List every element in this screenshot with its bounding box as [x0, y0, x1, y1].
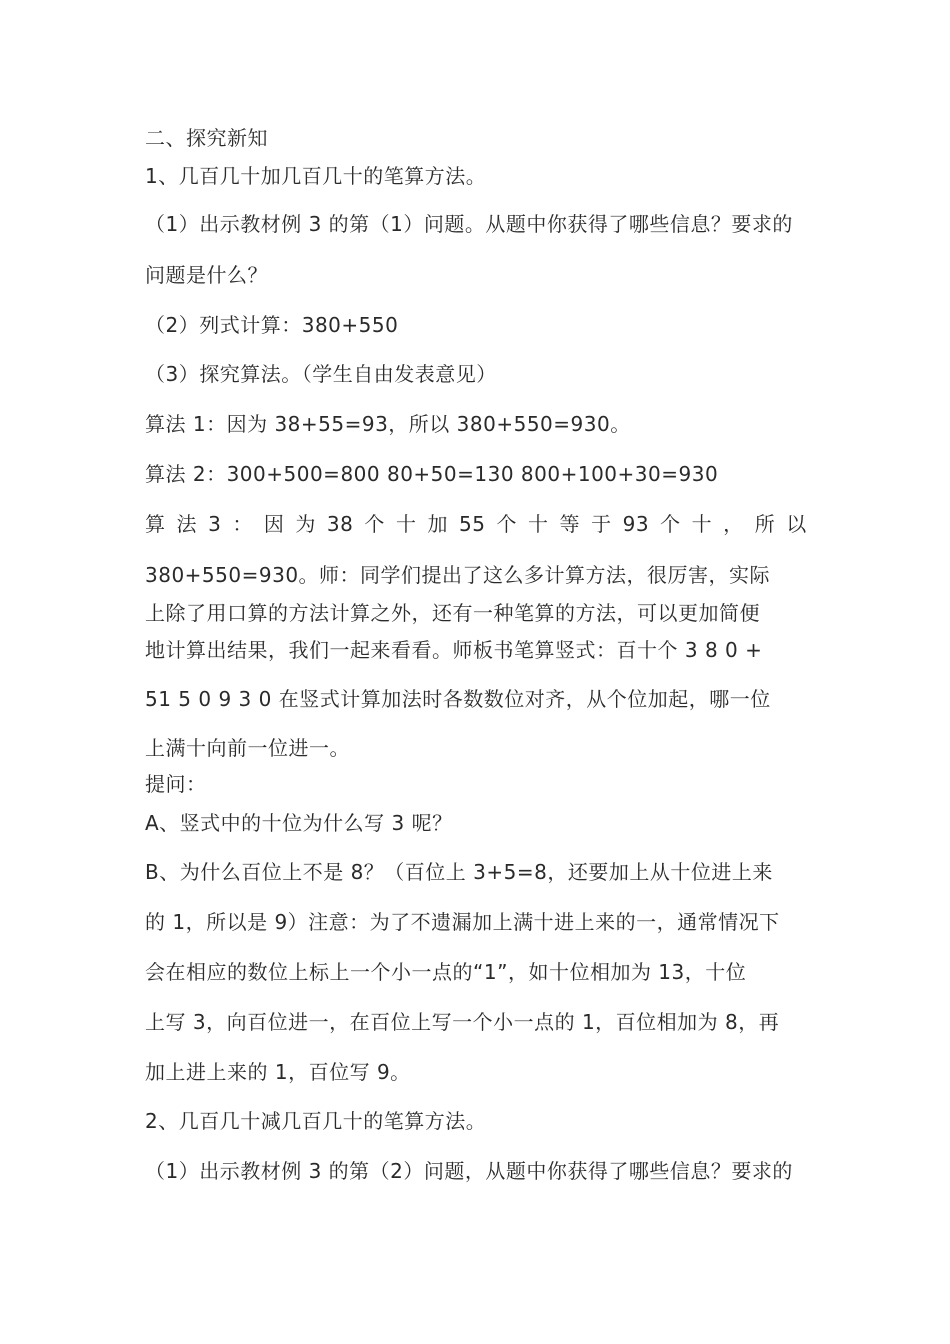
paragraph-line: 问题是什么？ [145, 263, 268, 287]
question-a: A、竖式中的十位为什么写 3 呢？ [145, 811, 453, 835]
paragraph-line: 380+550=930。师：同学们提出了这么多计算方法，很厉害，实际 [145, 563, 771, 587]
paragraph-line: 加上进上来的 1，百位写 9。 [145, 1060, 411, 1084]
paragraph-line: 提问： [145, 772, 207, 796]
justified-token: 个 [496, 512, 517, 536]
subsection-heading-1: 1、几百几十加几百几十的笔算方法。 [145, 164, 487, 188]
paragraph-line: 地计算出结果，我们一起来看看。师板书笔算竖式：百十个 3 8 0 + [145, 638, 763, 662]
justified-token: 十 [395, 512, 417, 536]
paragraph-line: 上写 3，向百位进一，在百位上写一个小一点的 1，百位相加为 8，再 [145, 1010, 780, 1034]
justified-token: 3 [208, 512, 222, 536]
justified-token: 38 [326, 512, 354, 536]
justified-token: 93 [622, 512, 650, 536]
justified-token: ： [232, 512, 253, 536]
justified-token: 十 [528, 512, 549, 536]
justified-token: 为 [295, 512, 316, 536]
justified-token: 十 [691, 512, 713, 536]
paragraph-line: 算法 1：因为 38+55=93，所以 380+550=930。 [145, 412, 631, 436]
justified-token: 于 [591, 512, 612, 536]
justified-token: ， [723, 512, 744, 536]
paragraph-line: （1）出示教材例 3 的第（1）问题。从题中你获得了哪些信息？要求的 [145, 212, 793, 236]
paragraph-line: 上除了用口算的方法计算之外，还有一种笔算的方法，可以更加简便 [145, 601, 760, 625]
paragraph-line: 会在相应的数位上标上一个小一点的“1”，如十位相加为 13，十位 [145, 960, 747, 984]
justified-token: 算 [145, 512, 166, 536]
paragraph-line: （2）列式计算：380+550 [145, 313, 399, 337]
justified-token: 加 [427, 512, 448, 536]
paragraph-line: （1）出示教材例 3 的第（2）问题，从题中你获得了哪些信息？要求的 [145, 1159, 793, 1183]
justified-token: 等 [559, 512, 581, 536]
justified-token: 因 [263, 512, 285, 536]
justified-token: 所 [754, 512, 776, 536]
paragraph-line: 上满十向前一位进一。 [145, 736, 350, 760]
justified-token: 个 [660, 512, 681, 536]
justified-token: 以 [786, 512, 807, 536]
paragraph-line: （3）探究算法。（学生自由发表意见） [145, 362, 497, 386]
justified-token: 55 [459, 512, 486, 536]
justified-line [145, 510, 807, 538]
section-heading: 二、探究新知 [145, 126, 268, 150]
justified-token: 个 [364, 512, 385, 536]
question-b: B、为什么百位上不是 8？（百位上 3+5=8，还要加上从十位进上来 [145, 860, 773, 884]
paragraph-line: 的 1，所以是 9）注意：为了不遗漏加上满十进上来的一，通常情况下 [145, 910, 780, 934]
subsection-heading-2: 2、几百几十减几百几十的笔算方法。 [145, 1109, 487, 1133]
paragraph-line: 算法 2：300+500=800 80+50=130 800+100+30=930 [145, 462, 719, 486]
paragraph-line: 51 5 0 9 3 0 在竖式计算加法时各数数位对齐，从个位加起，哪一位 [145, 687, 771, 711]
justified-token: 法 [176, 512, 198, 536]
